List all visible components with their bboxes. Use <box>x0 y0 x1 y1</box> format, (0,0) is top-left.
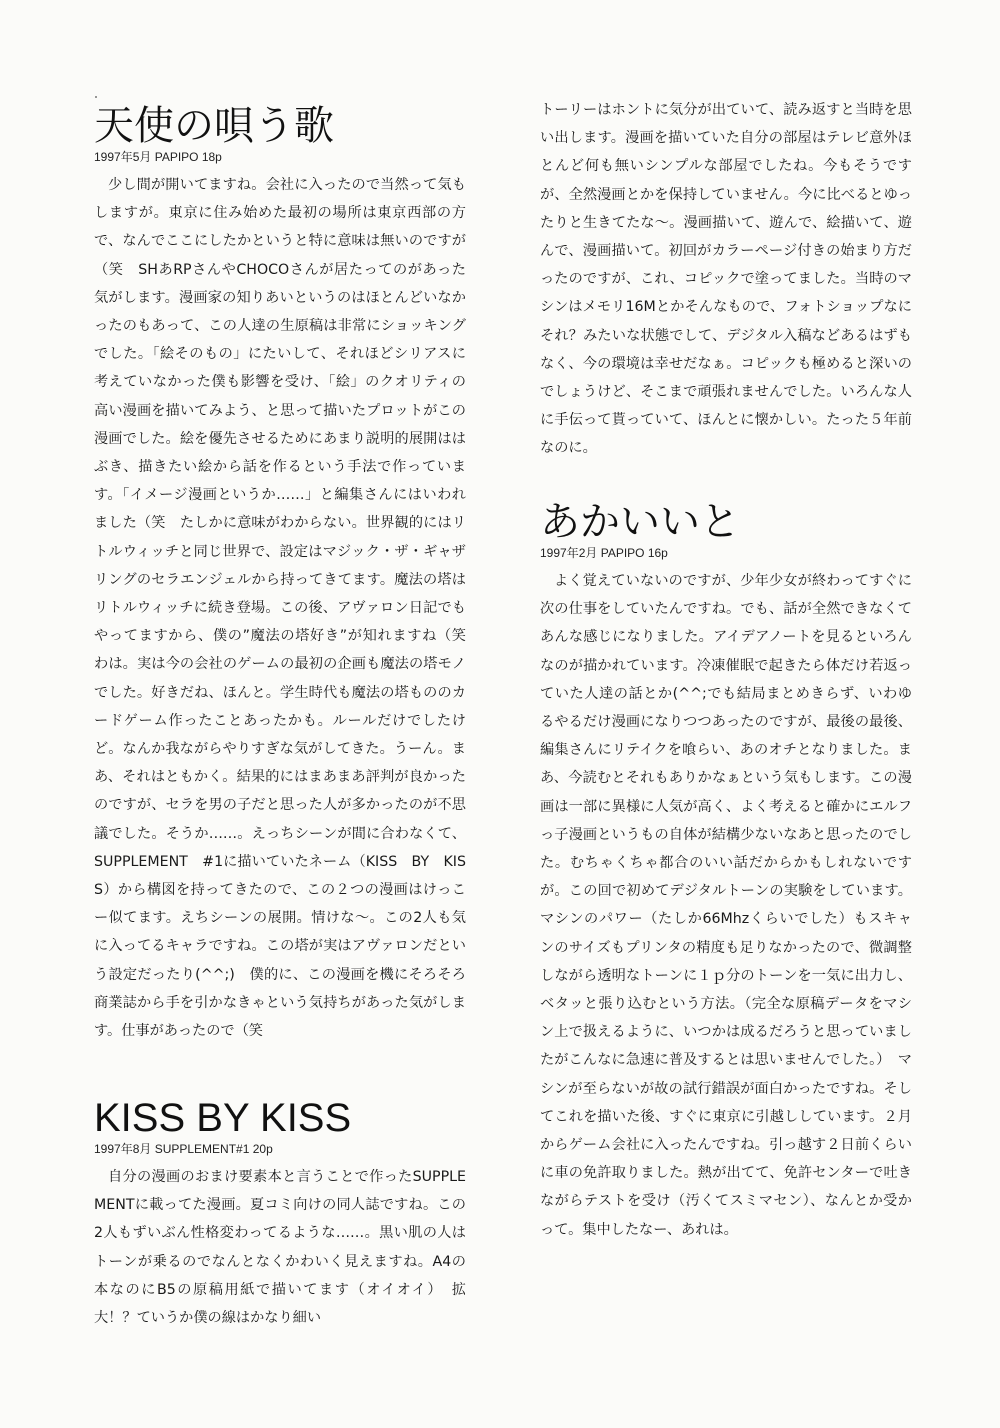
section-body: 自分の漫画のおまけ要素本と言うことで作ったSUPPLEMENTに載ってた漫画。夏コミ向けの同人誌ですね。この2人もずいぶん性格変わってるような……。黒い肌の人はトーンが乗るのでなんとなくかわいく見えますね。A4の本なのにB5の原稿用紙で描いてます（オイオイ） 拡大！？ていうか僕の線はかなり細い <box>94 1169 466 1327</box>
section-body: よく覚えていないのですが、少年少女が終わってすぐに次の仕事をしていたんですね。でも、話が全然できなくてあんな感じになりました。アイデアノートを見るといろんなのが描かれています。冷凍催眠で起きたら体だけ若返っていた人達の話とか(^^;でも結局まとめきらず、いわゆるやるだけ漫画になりつつあったのですが、最後の最後、編集さんにリテイクを喰らい、あのオチとなりました。まあ、今読むとそれもありかなぁという気もします。この漫画は一部に異様に人気が高く、よく考えると確かにエルフっ子漫画というもの自体が結構少ないなあと思ったのでした。むちゃくちゃ都合のいい話だからかもしれないですが。この回で初めてデジタルトーンの実験をしています。マシンのパワー（たしか66Mhzくらいでした）もスキャンのサイズもプリンタの精度も足りなかったので、微調整しながら透明なトーンに１ｐ分のトーンを一気に出力し、ベタッと張り込むという方法。（完全な原稿データをマシン上で扱えるように、いつかは成るだろうと思っていましたがこんなに急速に普及するとは思いませんでした。） マシンが至らないが故の試行錯誤が面白かったですね。そしてこれを描いた後、すぐに東京に引越ししています。２月からゲーム会社に入ったんですね。引っ越す２日前くらいに車の免許取りました。熱が出てて、免許センターで吐きながらテストを受け（汚くてスミマセン）、なんとか受かって。集中したなー、あれは。 <box>540 573 912 1238</box>
section-body: 少し間が開いてますね。会社に入ったので当然って気もしますが。東京に住み始めた最初の場所は東京西部の方で、なんでここにしたかというと特に意味は無いのですが（笑 SHあRPさんやCHOCOさんが居たってのがあった気がします。漫画家の知りあいというのはほとんどいなかったのもあって、この人達の生原稿は非常にショッキングでした。「絵そのもの」にたいして、それほどシリアスに考えていなかった僕も影響を受け、「絵」のクオリティの高い漫画を描いてみよう、と思って描いたプロットがこの漫画でした。絵を優先させるためにあまり説明的展開ははぶき、描きたい絵から話を作るという手法で作っています。「イメージ漫画というか……」と編集さんにはいわれました（笑 たしかに意味がわからない。世界観的にはリトルウィッチと同じ世界で、設定はマジック・ザ・ギャザリングのセラエンジェルから持ってきてます。魔法の塔はリトルウィッチに続き登場。この後、アヴァロン日記でもやってますから、僕の”魔法の塔好き”が知れますね（笑 わは。実は今の会社のゲームの最初の企画も魔法の塔モノでした。好きだね、ほんと。学生時代も魔法の塔もののカードゲーム作ったことあったかも。ルールだけでしたけど。なんか我ながらやりすぎな気がしてきた。うーん。まあ、それはともかく。結果的にはまあまあ評判が良かったのですが、セラを男の子だと思った人が多かったのが不思議でした。そうか……。えっちシーンが間に合わなくて、SUPPLEMENT #1に描いていたネーム（KISS BY KISS）から構図を持ってきたので、この２つの漫画はけっこー似てます。えちシーンの展開。情けな〜。この2人も気に入ってるキャラですね。この塔が実はアヴァロンだという設定だったり(^^;) 僕的に、この漫画を機にそろそろ商業誌から手を引かなきゃという気持ちがあった気がします。仕事があったので（笑 <box>94 177 481 1040</box>
section-tenshi <box>94 103 481 1045</box>
section-meta: 1997年5月 PAPIPO 18p <box>94 150 222 164</box>
section-title: あかいいと <box>540 499 740 545</box>
section-title: KISS BY KISS <box>94 1096 352 1140</box>
section-akai <box>540 500 912 1244</box>
section-body: トーリーはホントに気分が出ていて、読み返すと当時を思い出します。漫画を描いていた自分の部屋はテレビ意外ほとんど何も無いシンプルな部屋でしたね。今もそうですが、全然漫画とかを保持していません。今に比べるとゆったりと生きてたな〜。漫画描いて、遊んで、絵描いて、遊んで、漫画描いて。初回がカラーページ付きの始まり方だったのですが、これ、コピックで塗ってました。当時のマシンはメモリ16Mとかそんなもので、フォトショップなにそれ？みたいな状態でして、デジタル入稿などあるはずもなく、今の環境は幸せだなぁ。コピックも極めると深いのでしょうけど、そこまで頑張れませんでした。いろんな人に手伝って貰っていて、ほんとに懐かしい。たった５年前なのに。 <box>540 102 912 457</box>
section-meta: 1997年8月 SUPPLEMENT#1 20p <box>94 1142 273 1156</box>
section-kiss <box>94 1096 466 1332</box>
scan-speck <box>95 96 97 98</box>
section-title: 天使の唄う歌 <box>94 103 334 149</box>
section-continued <box>540 96 912 463</box>
section-meta: 1997年2月 PAPIPO 16p <box>540 546 668 560</box>
